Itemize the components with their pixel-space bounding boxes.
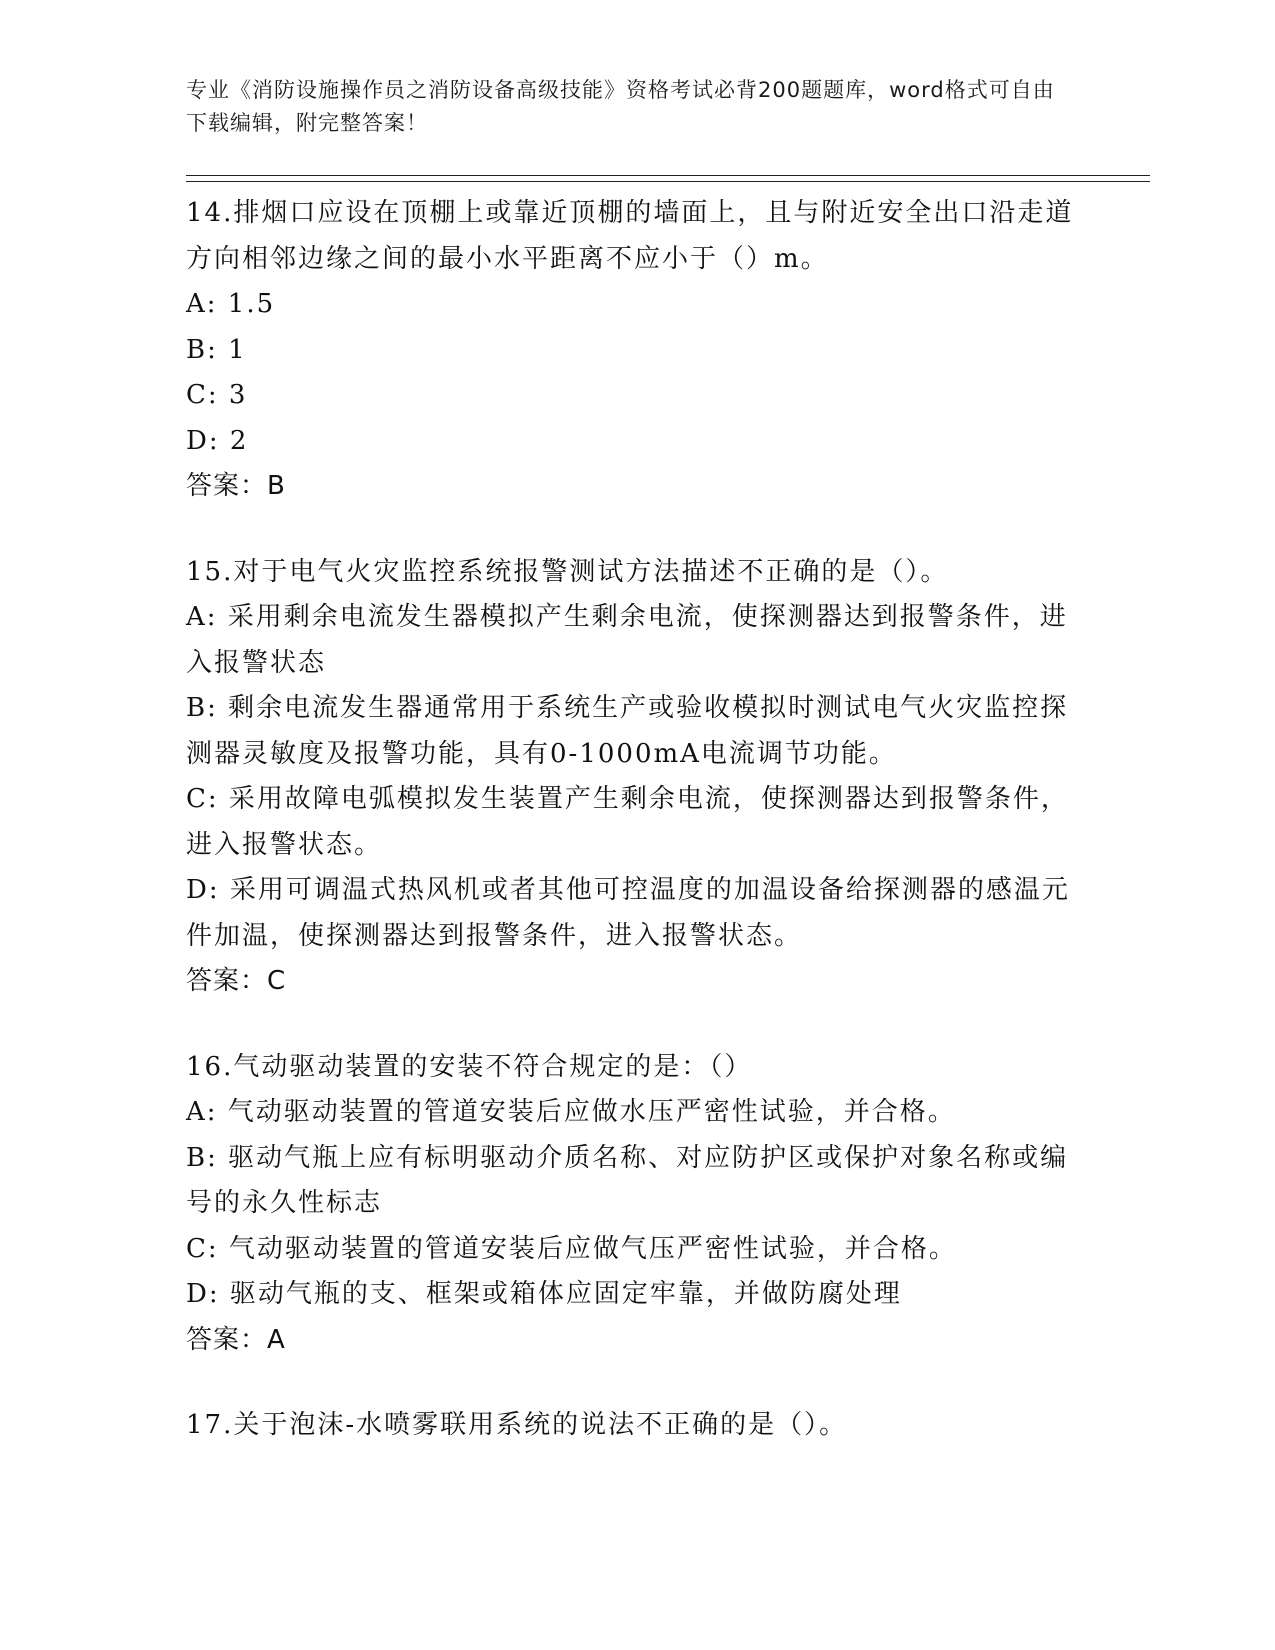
option-a: A: 气动驱动装置的管道安装后应做水压严密性试验，并合格。: [186, 1097, 956, 1127]
question-15: [186, 550, 1086, 1005]
question-stem: 16.气动驱动装置的安装不符合规定的是：（）: [186, 1051, 753, 1082]
option-c: C: 3: [186, 380, 248, 410]
header-divider-top: [186, 175, 1150, 176]
question-list: [186, 191, 1086, 1489]
answer-label: 答案：C: [186, 966, 287, 996]
option-d: D: 2: [186, 425, 249, 456]
option-d: D: 采用可调温式热风机或者其他可控温度的加温设备给探测器的感温元件加温，使探测器达到报警条件，进入报警状态。: [186, 875, 1070, 951]
answer-label: 答案：B: [186, 471, 286, 501]
question-14: [186, 191, 1086, 510]
document-header: 专业《消防设施操作员之消防设备高级技能》资格考试必背200题题库，word格式可自由下载编辑，附完整答案！: [186, 78, 1055, 135]
question-stem: 15.对于电气火灾监控系统报警测试方法描述不正确的是（）。: [186, 556, 949, 587]
header-divider-bottom: [186, 181, 1150, 182]
option-a: A: 1.5: [186, 289, 276, 319]
option-a: A: 采用剩余电流发生器模拟产生剩余电流，使探测器达到报警条件，进入报警状态: [186, 602, 1068, 678]
option-b: B: 1: [186, 334, 247, 365]
option-c: C: 采用故障电弧模拟发生装置产生剩余电流，使探测器达到报警条件，进入报警状态。: [186, 784, 1069, 860]
question-17: [186, 1403, 1086, 1449]
option-c: C: 气动驱动装置的管道安装后应做气压严密性试验，并合格。: [186, 1233, 957, 1264]
option-d: D: 驱动气瓶的支、框架或箱体应固定牢靠，并做防腐处理: [186, 1279, 902, 1309]
option-b: B: 驱动气瓶上应有标明驱动介质名称、对应防护区或保护对象名称或编号的永久性标志: [186, 1142, 1069, 1218]
question-stem: 14.排烟口应设在顶棚上或靠近顶棚的墙面上，且与附近安全出口沿走道方向相邻边缘之间的最小水平距离不应小于（）m。: [186, 198, 1074, 274]
option-b: B: 剩余电流发生器通常用于系统生产或验收模拟时测试电气火灾监控探测器灵敏度及报警功能，具有0-1000mA电流调节功能。: [186, 693, 1069, 769]
question-16: [186, 1045, 1086, 1364]
question-stem: 17.关于泡沫-水喷雾联用系统的说法不正确的是（）。: [186, 1410, 848, 1440]
answer-label: 答案：A: [186, 1324, 286, 1355]
